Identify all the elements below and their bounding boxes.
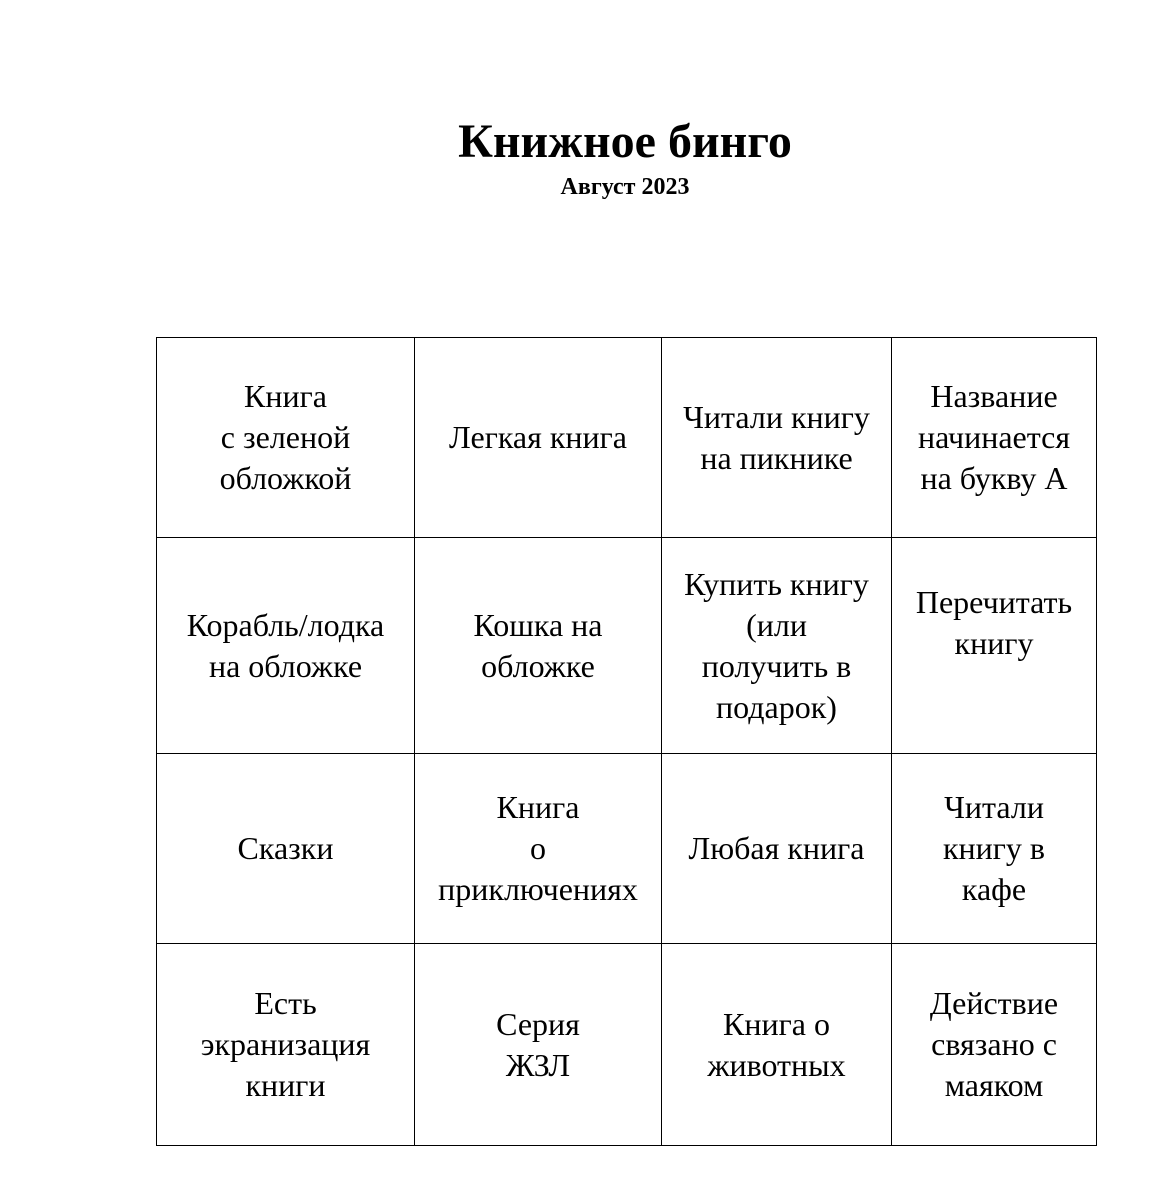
page-title: Книжное бинго (458, 115, 792, 168)
bingo-cell: Сказки (157, 754, 415, 944)
bingo-grid (156, 337, 1097, 1146)
bingo-cell: Кошка на обложке (415, 538, 662, 754)
bingo-cell: Действие связано с маяком (892, 944, 1097, 1146)
bingo-cell: Купить книгу (или получить в подарок) (662, 538, 892, 754)
bingo-row (157, 754, 1097, 944)
bingo-cell: Легкая книга (415, 338, 662, 538)
bingo-cell: Серия ЖЗЛ (415, 944, 662, 1146)
bingo-row (157, 538, 1097, 754)
bingo-cell: Любая книга (662, 754, 892, 944)
bingo-cell: Есть экранизация книги (157, 944, 415, 1146)
bingo-cell: Перечитать книгу (892, 538, 1097, 754)
bingo-cell: Книга с зеленой обложкой (157, 338, 415, 538)
bingo-cell: Читали книгу в кафе (892, 754, 1097, 944)
bingo-cell: Название начинается на букву А (892, 338, 1097, 538)
bingo-row (157, 944, 1097, 1146)
bingo-cell: Читали книгу на пикнике (662, 338, 892, 538)
bingo-cell: Книга о животных (662, 944, 892, 1146)
page-subtitle: Август 2023 (560, 174, 690, 200)
bingo-cell: Корабль/лодка на обложке (157, 538, 415, 754)
bingo-cell: Книга о приключениях (415, 754, 662, 944)
bingo-row (157, 338, 1097, 538)
